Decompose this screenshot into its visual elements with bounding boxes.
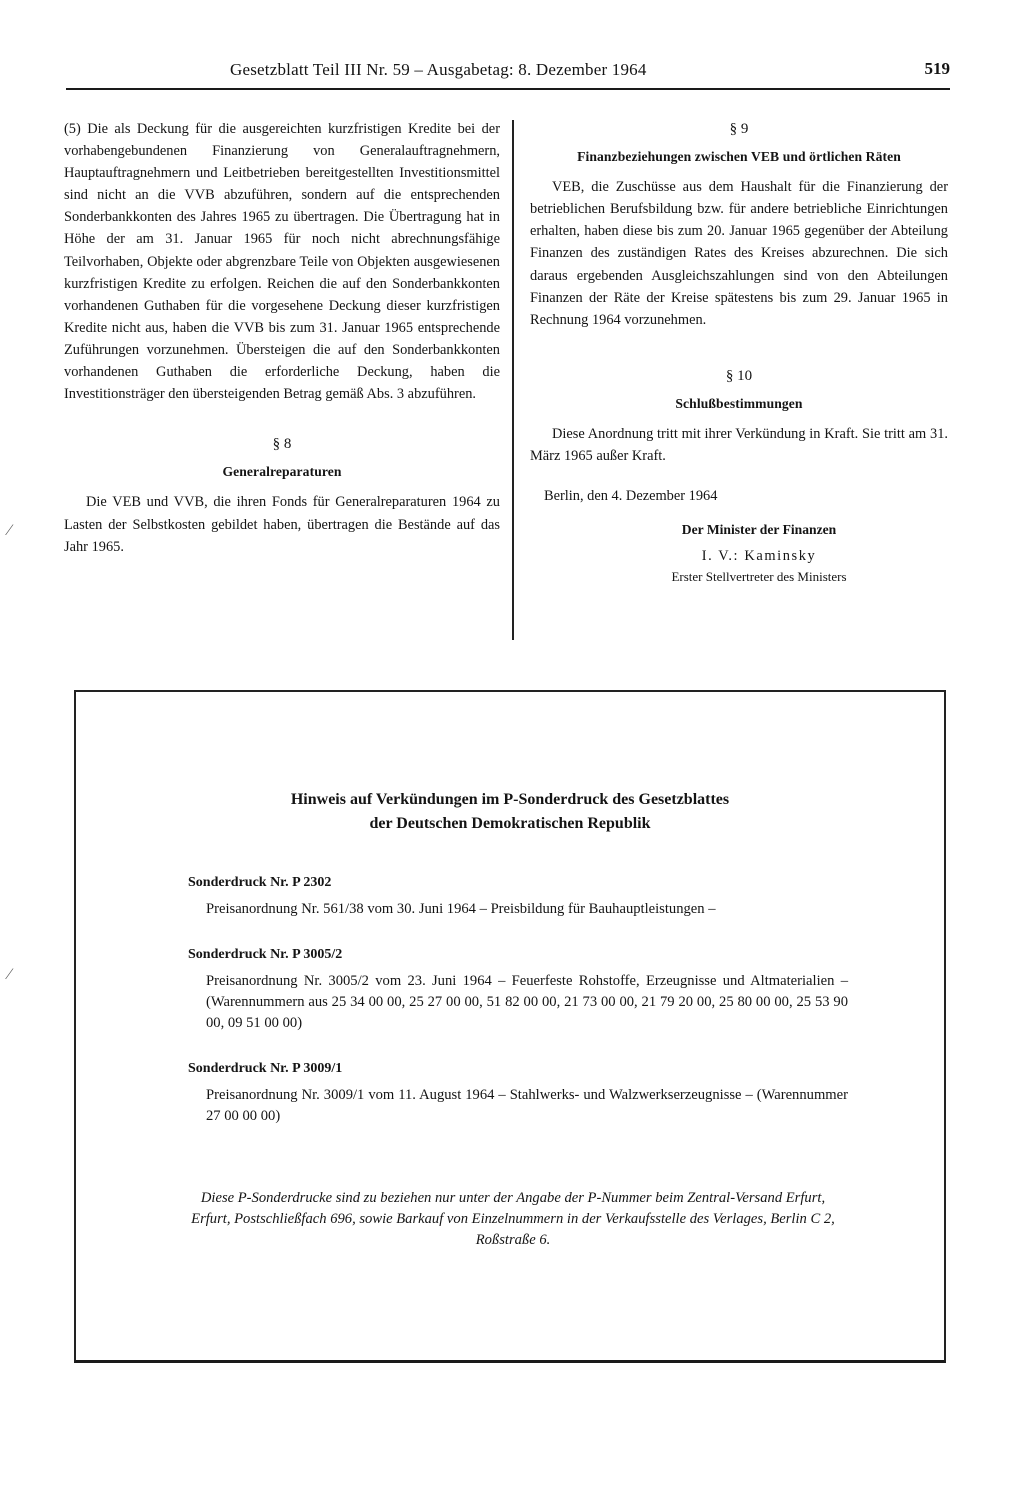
- notice-title-line-1: Hinweis auf Verkündungen im P-Sonderdruck des Gesetzblattes: [290, 791, 730, 808]
- signatory-title: Der Minister der Finanzen: [681, 522, 837, 538]
- section-9-heading: Finanzbeziehungen zwischen VEB und örtlichen Räten: [577, 149, 901, 165]
- signatory-role: Erster Stellvertreter des Ministers: [671, 568, 847, 584]
- margin-mark-icon: ⁄: [8, 966, 11, 983]
- left-column: [64, 118, 500, 558]
- entry-heading: Sonderdruck Nr. P 3009/1: [188, 1061, 343, 1076]
- section-10-number: § 10: [725, 367, 753, 384]
- entry-text: Preisanordnung Nr. 3005/2 vom 23. Juni 1964 – Feuerfeste Rohstoffe, Erzeugnisse und Altmaterialien – (Warennummern aus 25 34 00 00, 25 27 00 00, 51 82 00 00, 21 73 00 00, 21 79 20 00, 25 80 00 00, 25 53 90 00, 09 51 00 00): [206, 973, 848, 1031]
- entry-text: Preisanordnung Nr. 561/38 vom 30. Juni 1964 – Preisbildung für Bauhauptleistungen –: [206, 901, 716, 917]
- section-8-heading: Generalreparaturen: [222, 464, 342, 480]
- section-8-text: Die VEB und VVB, die ihren Fonds für Generalreparaturen 1964 zu Lasten der Selbstkosten gebildet haben, übertragen die Bestände auf das Jahr 1965.: [64, 494, 500, 555]
- section-10-heading: Schlußbestimmungen: [675, 395, 803, 411]
- notice-title-line-2: der Deutschen Demokratischen Republik: [369, 815, 651, 832]
- notice-box: [74, 690, 946, 1363]
- signatory-name: I. V.: Kaminsky: [701, 548, 817, 565]
- section-8-number: § 8: [272, 436, 292, 453]
- notice-entry: [188, 944, 848, 1034]
- notice-entries: [188, 872, 848, 1151]
- page-header: [66, 58, 950, 90]
- header-title: Gesetzblatt Teil III Nr. 59 – Ausgabetag: 8. Dezember 1964: [230, 60, 647, 79]
- entry-heading: Sonderdruck Nr. P 2302: [188, 875, 332, 890]
- margin-mark-icon: ⁄: [8, 522, 11, 539]
- notice-title: [76, 788, 944, 836]
- column-divider: [512, 120, 514, 640]
- notice-entry: [188, 872, 848, 920]
- right-column: [530, 118, 948, 586]
- notice-entry: [188, 1058, 848, 1127]
- place-date: Berlin, den 4. Dezember 1964: [544, 488, 718, 505]
- section-9-number: § 9: [729, 121, 749, 137]
- paragraph-5: (5) Die als Deckung für die ausgereichten kurzfristigen Kredite bei der vorhabengebundenen Finanzierung von Generalauftragnehmern, Hauptauftragnehmern und Leitbetrieben bereitgestellten Investitionsmittel sind nicht an die VVB abzuführen, sondern auf die entsprechenden Sonderbankkonten des Jahres 1965 zu übertragen. Die Übertragung hat in Höhe der am 31. Januar 1965 für noch nicht abrechnungsfähige Teilvorhaben, Objekte oder abgrenzbare Teile von Objekten ausgewiesenen kurzfristigen Kredite zu erfolgen. Reichen die auf den Sonderbankkonten vorhandenen Guthaben für die vorgesehene Deckung dieser kurzfristigen Kredite nicht aus, haben die VVB bis zum 31. Januar 1965 entsprechende Zuführungen vorzunehmen. Übersteigen die auf den Sonderbankkonten vorhandenen Guthaben die erforderliche Deckung, haben die Investitionsträger den übersteigenden Betrag gemäß Abs. 3 abzuführen.: [64, 121, 500, 403]
- page-number: 519: [924, 59, 950, 78]
- entry-heading: Sonderdruck Nr. P 3005/2: [188, 947, 343, 962]
- notice-footnote: Diese P-Sonderdrucke sind zu beziehen nur unter der Angabe der P-Nummer beim Zentral-Versand Erfurt, Erfurt, Postschließfach 696, sowie Barkauf von Einzelnummern in der Verkaufsstelle des Verlages, Berlin C 2, Roßstraße 6.: [191, 1190, 835, 1248]
- entry-text: Preisanordnung Nr. 3009/1 vom 11. August 1964 – Stahlwerks- und Walzwerkserzeugnisse – (Warennummer 27 00 00 00): [206, 1087, 848, 1124]
- section-10-text: Diese Anordnung tritt mit ihrer Verkündung in Kraft. Sie tritt am 31. März 1965 außer Kraft.: [530, 426, 948, 465]
- section-9-text: VEB, die Zuschüsse aus dem Haushalt für die Finanzierung der betrieblichen Berufsbildung bzw. für andere betriebliche Einrichtungen erhalten, haben diese bis zum 20. Januar 1965 gegenüber der Abteilung Finanzen des zuständigen Rates des Kreises abzurechnen. Die sich daraus ergebenden Ausgleichszahlungen sind von den Abteilungen Finanzen der Räte der Kreise spätestens bis zum 29. Januar 1965 in Rechnung 1964 vorzunehmen.: [530, 179, 948, 328]
